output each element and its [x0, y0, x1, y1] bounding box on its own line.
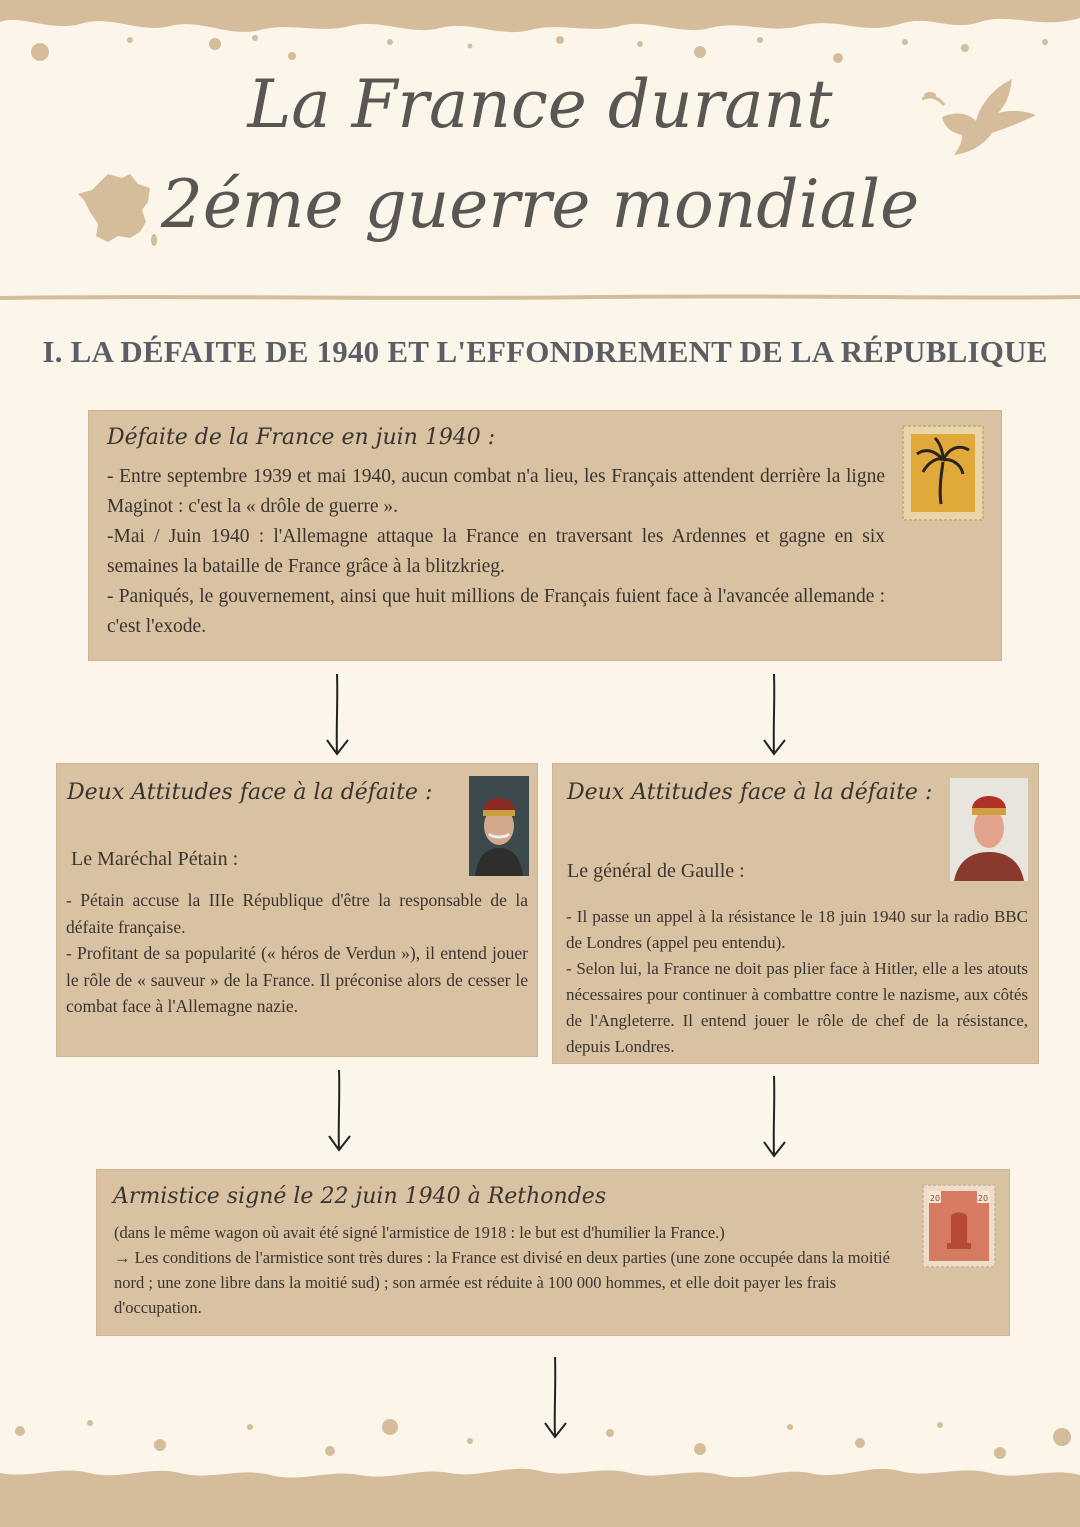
arrow-down-icon: [324, 1068, 354, 1154]
stamp-value-left: 20: [929, 1194, 941, 1203]
petain-paragraph: - Profitant de sa popularité (« héros de Verdun »), il entend jouer le rôle de « sauveur » de la France. Il préconise alors de cesser le combat face à l'Allemagne nazie.: [66, 943, 528, 1016]
petain-card: [57, 764, 537, 1056]
armistice-paragraph: → Les conditions de l'armistice sont très dures : la France est divisé en deux parties (une zone occupée dans la moitié nord ; une zone libre dans la moitié sud) ; son armée est réduite à 100 000 hommes, et elle doit payer les frais d'occupation.: [114, 1248, 890, 1317]
page-title-line-1: La France durant: [247, 66, 833, 143]
armistice-paragraph: (dans le même wagon où avait été signé l'armistice de 1918 : le but est d'humilier la France.): [114, 1223, 725, 1242]
palm-tree-stamp-icon: [901, 424, 985, 522]
defeat-paragraph: - Entre septembre 1939 et mai 1940, aucun combat n'a lieu, les Français attendent derrière la ligne Maginot : c'est la « drôle de guerre ».: [107, 466, 885, 517]
degaulle-portrait: [950, 778, 1028, 881]
degaulle-subheading: Le général de Gaulle :: [567, 860, 745, 882]
degaulle-paragraph: - Il passe un appel à la résistance le 18 juin 1940 sur la radio BBC de Londres (appel peu entendu).: [566, 907, 1028, 952]
degaulle-paragraph: - Selon lui, la France ne doit pas plier face à Hitler, elle a les atouts nécessaires pour continuer à combattre contre le nazisme, aux côtés de l'Angleterre. Il entend jouer le rôle de chef de la résistance, depuis Londres.: [566, 959, 1028, 1056]
page-title-line-2: 2éme guerre mondiale: [160, 166, 920, 243]
armistice-card-heading: Armistice signé le 22 juin 1940 à Rethondes: [113, 1184, 607, 1209]
section-heading: I. LA DÉFAITE DE 1940 ET L'EFFONDREMENT DE LA RÉPUBLIQUE: [42, 334, 1048, 369]
defeat-card-heading: Défaite de la France en juin 1940 :: [107, 425, 496, 450]
petain-card-heading: Deux Attitudes face à la défaite :: [67, 780, 433, 805]
degaulle-card-heading: Deux Attitudes face à la défaite :: [567, 780, 933, 805]
defeat-card-body: [107, 462, 885, 642]
defeat-card: [89, 411, 1001, 660]
petain-portrait: [469, 776, 529, 876]
petain-paragraph: - Pétain accuse la IIIe République d'être la responsable de la défaite française.: [66, 890, 528, 937]
armistice-card: [97, 1170, 1009, 1335]
arrow-down-icon: [759, 672, 789, 758]
title-divider: [0, 292, 1080, 304]
india-stamp-icon: [921, 1183, 997, 1269]
defeat-paragraph: - Paniqués, le gouvernement, ainsi que huit millions de Français fuient face à l'avancée allemande : c'est l'exode.: [107, 586, 885, 637]
petain-card-body: [66, 887, 528, 1020]
armistice-card-body: [114, 1220, 904, 1320]
stamp-value-right: 20: [977, 1194, 989, 1203]
petain-subheading: Le Maréchal Pétain :: [71, 848, 239, 870]
defeat-paragraph: -Mai / Juin 1940 : l'Allemagne attaque la France en traversant les Ardennes et gagne en six semaines la bataille de France grâce à la blitzkrieg.: [107, 526, 885, 577]
arrow-down-icon: [759, 1074, 789, 1160]
arrow-down-icon: [322, 672, 352, 758]
bottom-paint-splatter: [0, 1397, 1080, 1527]
degaulle-card-body: [566, 904, 1028, 1060]
